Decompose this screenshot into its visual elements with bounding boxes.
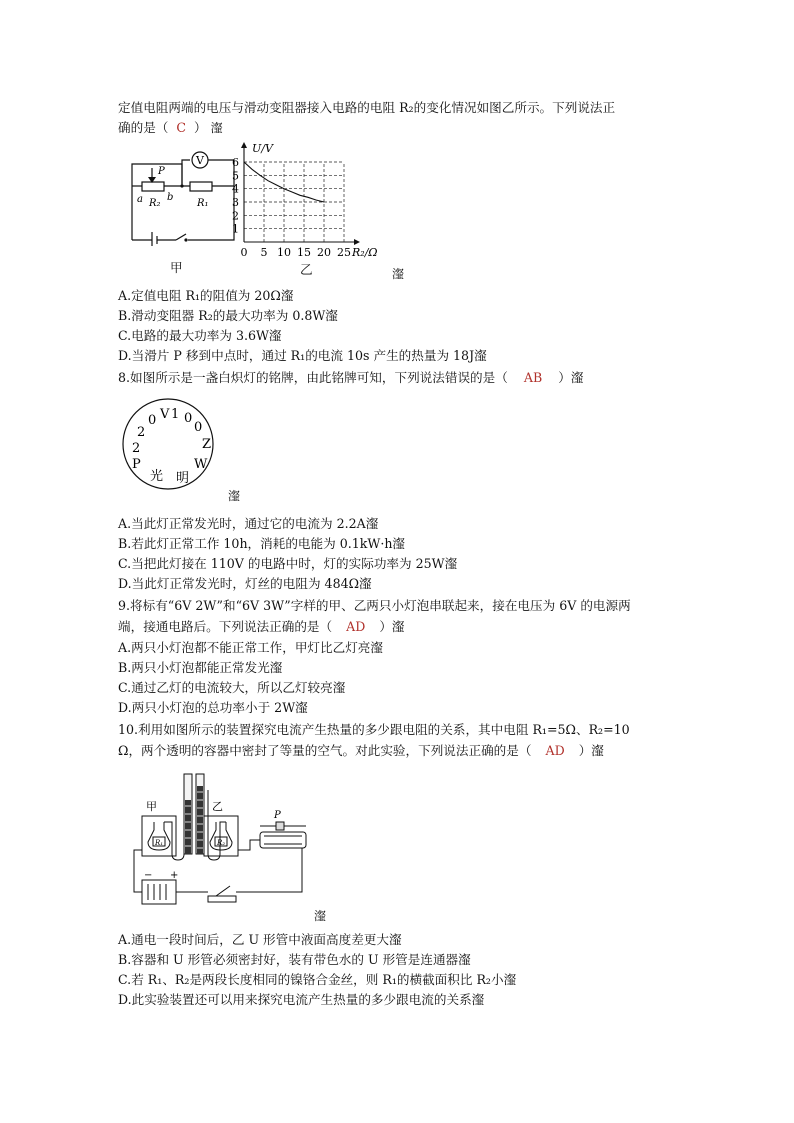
q8-option-c: C.当把此灯接在 110V 的电路中时，灯的实际功率为 25W瀣 — [118, 556, 458, 571]
q10-stem-prefix: Ω，两个透明的容器中密封了等量的空气。对此实验，下列说法正确的是（ — [118, 743, 532, 758]
y-axis-arrow — [241, 142, 247, 148]
q8-stem-suffix: ）瀣 — [558, 370, 584, 385]
label-r2: R₂ — [217, 839, 226, 847]
nameplate-char: W — [194, 457, 208, 472]
q10-option-c: C.若 R₁、R₂是两段长度相同的镍铬合金丝，则 R₁的横截面积比 R₂小瀣 — [118, 972, 517, 987]
q7-option-d: D.当滑片 P 移到中点时，通过 R₁的电流 10s 产生的热量为 18J瀣 — [118, 348, 487, 363]
q9-stem-suffix: ）瀣 — [379, 619, 405, 634]
nameplate-char: 0 — [194, 420, 203, 435]
x-tick-label: 5 — [260, 246, 268, 259]
r1-label: R₁ — [197, 198, 209, 209]
nameplate-char: 0 — [184, 411, 193, 426]
q9-option-d: D.两只小灯泡的总功率小于 2W瀣 — [118, 700, 308, 715]
q8-option-b: B.若此灯正常工作 10h，消耗的电能为 0.1kW·h瀣 — [118, 536, 406, 551]
nameplate-char: 2 — [132, 441, 141, 456]
nameplate-char: P — [132, 457, 141, 472]
q10-stem-suffix: ）瀣 — [578, 743, 604, 758]
q10-stem-line1: 10.利用如图所示的装置探究电流产生热量的多少跟电阻的关系，其中电阻 R₁=5Ω、R₂=10 — [118, 722, 630, 737]
y-tick-label: 5 — [232, 169, 239, 183]
q8-option-d: D.当此灯正常发光时，灯丝的电阻为 484Ω瀣 — [118, 576, 372, 591]
nameplate-char: 明 — [176, 471, 190, 486]
q9-option-a: A.两只小灯泡都不能正常工作，甲灯比乙灯亮瀣 — [118, 640, 383, 655]
label-jia: 甲 — [146, 800, 157, 813]
nameplate-char: 光 — [150, 469, 164, 484]
q10-fig-mark: 瀣 — [314, 909, 327, 923]
q7-answer: C — [176, 120, 187, 135]
q10-option-a: A.通电一段时间后，乙 U 形管中液面高度差更大瀣 — [118, 932, 402, 947]
x-tick-label: 25 — [337, 246, 351, 259]
fig1-mark: 瀣 — [392, 267, 405, 281]
y-axis-label: U/V — [252, 142, 273, 155]
x-tick-label: 20 — [317, 246, 331, 259]
q10-answer: AD — [545, 743, 565, 758]
q7-stem-suffix: ） — [194, 120, 207, 135]
y-tick-label: 6 — [232, 156, 239, 169]
chart-ticks — [232, 156, 351, 259]
q7-stem-line2 — [118, 118, 223, 138]
battery-plus: + — [170, 870, 179, 881]
x-tick-label: 10 — [277, 246, 291, 259]
q9-answer: AD — [346, 619, 366, 634]
q8-stem-prefix: 8.如图所示是一盏白炽灯的铭牌，由此铭牌可知，下列说法错误的是（ — [118, 370, 508, 385]
label-r1: R₁ — [155, 839, 164, 847]
x-tick-label: 0 — [240, 246, 248, 259]
q9-option-b: B.两只小灯泡都能正常发光瀣 — [118, 660, 283, 675]
nameplate-char: 2 — [137, 425, 146, 440]
q9-option-c: C.通过乙灯的电流较大，所以乙灯较亮瀣 — [118, 680, 346, 695]
q10-option-b: B.容器和 U 形管必须密封好，装有带色水的 U 形管是连通器瀣 — [118, 952, 471, 967]
heat-experiment-apparatus — [132, 770, 322, 918]
q8-fig-mark: 瀣 — [228, 489, 241, 503]
lamp-nameplate — [120, 396, 216, 492]
q9-stem-line1: 9.将标有“6V 2W”和“6V 3W”字样的甲、乙两只小灯泡串联起来，接在电压为 6V 的电源两 — [118, 598, 631, 613]
q7-stem-prefix: 确的是（ — [118, 120, 169, 135]
fig-label-yi: 乙 — [300, 262, 313, 277]
q10-option-d: D.此实验装置还可以用来探究电流产生热量的多少跟电流的关系瀣 — [118, 992, 485, 1007]
x-tick-label: 15 — [297, 246, 311, 259]
q8-option-a: A.当此灯正常发光时，通过它的电流为 2.2A瀣 — [118, 516, 379, 531]
end-b-label: b — [167, 192, 174, 203]
y-tick-label: 4 — [232, 182, 239, 196]
x-axis-arrow — [354, 239, 360, 245]
q7-option-b: B.滑动变阻器 R₂的最大功率为 0.8W瀣 — [118, 308, 338, 323]
x-axis-label: R₂/Ω — [352, 246, 378, 259]
q7-option-c: C.电路的最大功率为 3.6W瀣 — [118, 328, 282, 343]
chart-yi — [224, 140, 390, 264]
battery-minus: − — [144, 870, 153, 881]
nameplate-char: 0 — [148, 413, 157, 428]
q9-stem-prefix: 端，接通电路后。下列说法正确的是（ — [118, 619, 333, 634]
nameplate-char: Z — [202, 437, 212, 452]
y-tick-label: 2 — [232, 209, 239, 223]
q7-stem-line1: 定值电阻两端的电压与滑动变阻器接入电路的电阻 R₂的变化情况如图乙所示。下列说法正 — [118, 100, 616, 115]
q9-stem-line2 — [118, 617, 405, 637]
nameplate-char: 1 — [171, 407, 180, 422]
fig-label-jia: 甲 — [170, 260, 183, 275]
label-p: P — [274, 810, 281, 821]
r2-label: R₂ — [149, 198, 161, 209]
y-tick-label: 1 — [232, 222, 239, 236]
end-a-label: a — [137, 194, 143, 205]
nameplate-char: V — [160, 407, 170, 422]
q7-stem-mark: 瀣 — [210, 121, 223, 135]
slider-label: P — [158, 166, 165, 177]
y-tick-label: 3 — [232, 196, 239, 209]
q7-option-a: A.定值电阻 R₁的阻值为 20Ω瀣 — [118, 288, 294, 303]
q10-stem-line2 — [118, 741, 604, 761]
label-yi: 乙 — [212, 800, 223, 813]
q8-stem — [118, 368, 583, 388]
voltmeter-label: V — [196, 154, 204, 167]
nameplate-text — [132, 407, 211, 486]
q8-answer: AB — [523, 370, 543, 385]
